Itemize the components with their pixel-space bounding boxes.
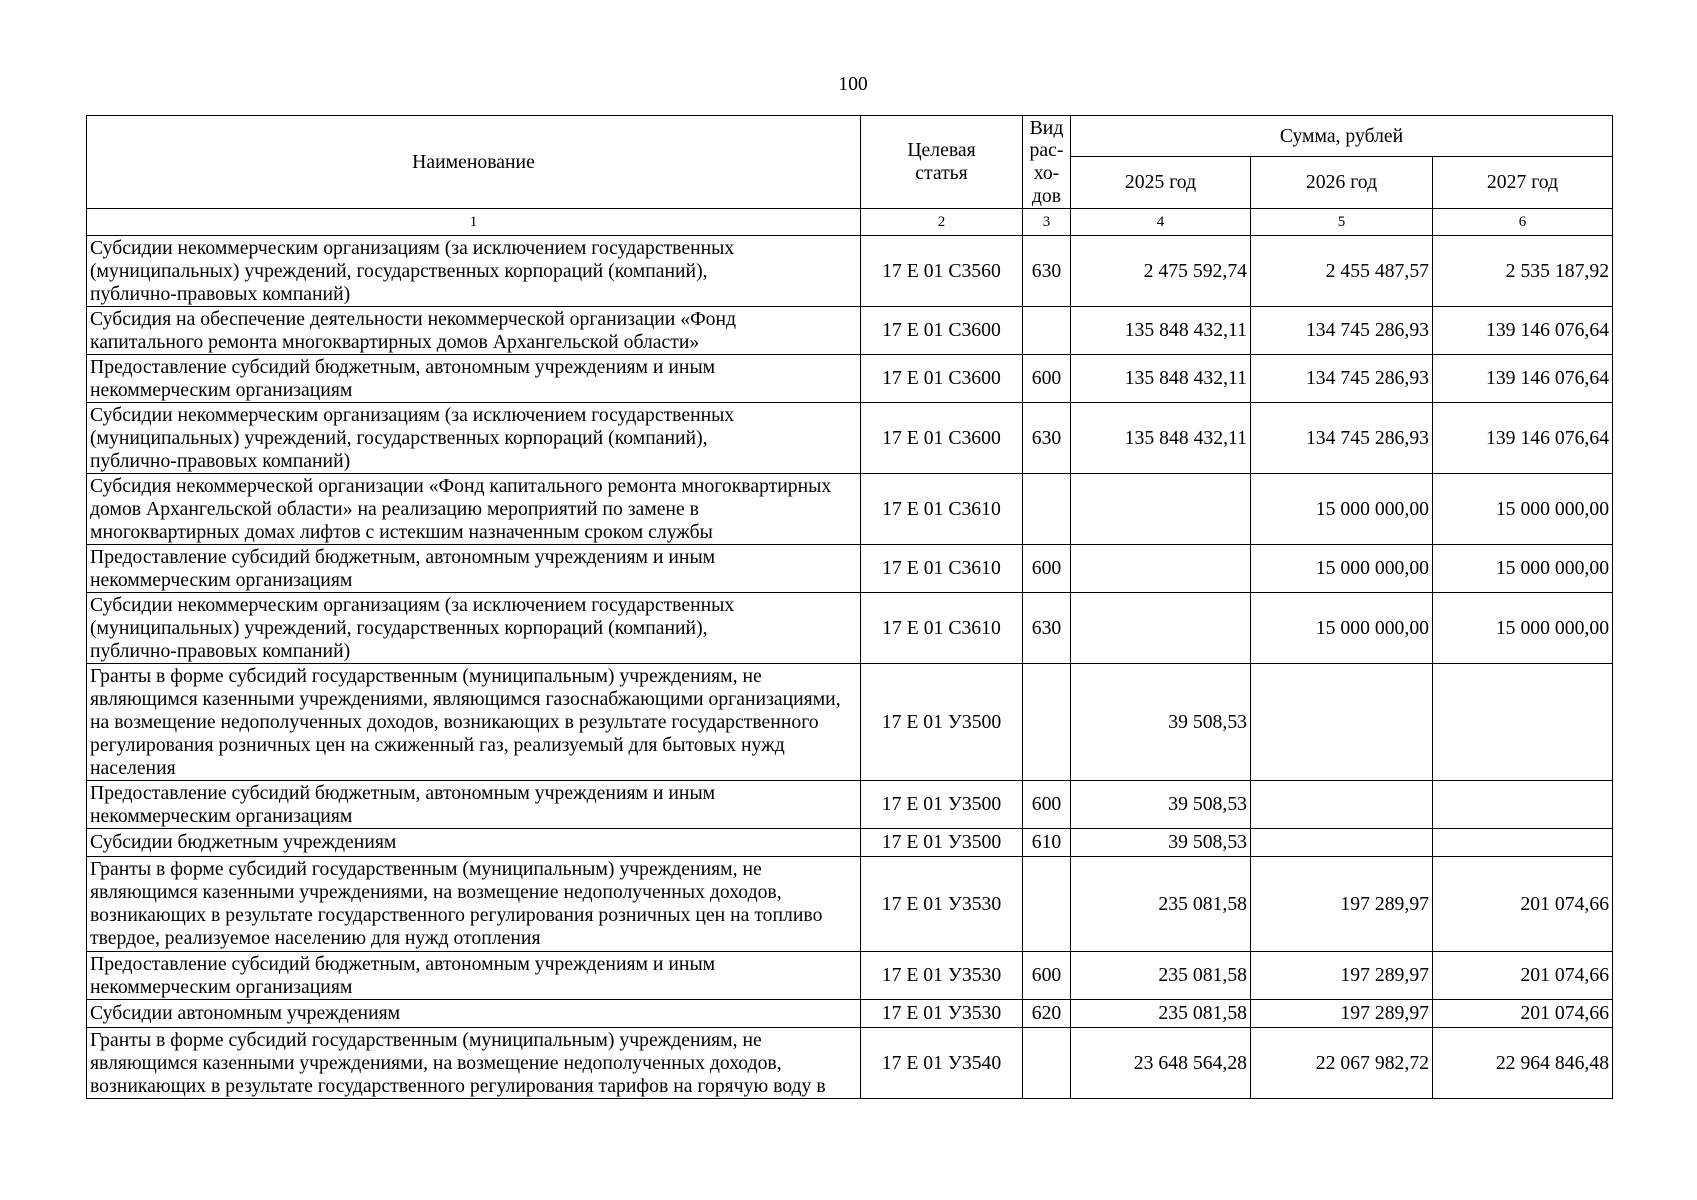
expense-type-code: 610	[1023, 829, 1071, 857]
row-name-line: Предоставление субсидий бюджетным, автономным учреждениям и иным	[90, 545, 716, 568]
header-expense-type-line: рас-	[1029, 139, 1064, 162]
row-name-line: некоммерческим организациям	[90, 568, 353, 591]
header-name: Наименование	[87, 116, 861, 209]
column-number: 3	[1023, 209, 1071, 236]
amount-2027: 22 964 846,48	[1433, 1028, 1613, 1099]
column-number: 4	[1071, 209, 1251, 236]
row-name	[87, 545, 861, 593]
row-name-line: капитального ремонта многоквартирных домов Архангельской области»	[90, 330, 700, 353]
table-row	[87, 545, 1613, 593]
amount-2026	[1251, 781, 1433, 829]
amount-2027: 201 074,66	[1433, 1000, 1613, 1028]
header-expense-type-line: хо-	[1033, 162, 1060, 184]
row-name	[87, 593, 861, 664]
target-article-code: 17 Е 01 С3600	[861, 307, 1023, 355]
target-article-code: 17 Е 01 У3530	[861, 952, 1023, 1000]
row-name-line: Предоставление субсидий бюджетным, автономным учреждениям и иным	[90, 355, 716, 378]
row-name-line: некоммерческим организациям	[90, 804, 353, 827]
amount-2027	[1433, 781, 1613, 829]
amount-2026: 15 000 000,00	[1251, 593, 1433, 664]
header-year-2025: 2025 год	[1071, 157, 1251, 209]
table-row	[87, 1000, 1613, 1028]
amount-2025: 2 475 592,74	[1071, 236, 1251, 307]
row-name-line: (муниципальных) учреждений, государственных корпораций (компаний),	[90, 616, 708, 639]
row-name-line: твердое, реализуемое населению для нужд отопления	[90, 927, 541, 949]
row-name	[87, 781, 861, 829]
expense-type-code: 600	[1023, 781, 1071, 829]
row-name-line: некоммерческим организациям	[90, 975, 353, 998]
row-name-line: Гранты в форме субсидий государственным (муниципальным) учреждениям, не	[90, 664, 762, 687]
amount-2026: 134 745 286,93	[1251, 307, 1433, 355]
row-name-line: являющимся казенными учреждениями, являющимся газоснабжающими организациями,	[90, 687, 841, 710]
amount-2025: 235 081,58	[1071, 857, 1251, 952]
amount-2027: 15 000 000,00	[1433, 593, 1613, 664]
column-number: 6	[1433, 209, 1613, 236]
target-article-code: 17 Е 01 С3560	[861, 236, 1023, 307]
table-row	[87, 307, 1613, 355]
row-name-line: регулирования розничных цен на сжиженный газ, реализуемый для бытовых нужд	[90, 733, 785, 756]
row-name-line: Предоставление субсидий бюджетным, автономным учреждениям и иным	[90, 781, 716, 804]
row-name	[87, 474, 861, 545]
header-row	[87, 116, 1613, 157]
row-name-line: публично-правовых компаний)	[90, 282, 351, 305]
target-article-code: 17 Е 01 У3500	[861, 781, 1023, 829]
header-sum: Сумма, рублей	[1071, 116, 1613, 157]
amount-2026: 22 067 982,72	[1251, 1028, 1433, 1099]
amount-2026: 2 455 487,57	[1251, 236, 1433, 307]
expense-type-code	[1023, 857, 1071, 952]
expense-type-code: 620	[1023, 1000, 1071, 1028]
expense-type-code: 600	[1023, 952, 1071, 1000]
row-name-line: публично-правовых компаний)	[90, 639, 351, 662]
row-name	[87, 403, 861, 474]
table-row	[87, 781, 1613, 829]
row-name-line: населения	[90, 756, 176, 779]
header-expense-type-line: дов	[1031, 184, 1062, 207]
amount-2025: 135 848 432,11	[1071, 355, 1251, 403]
column-number: 1	[87, 209, 861, 236]
table-row	[87, 593, 1613, 664]
row-name	[87, 1028, 861, 1099]
row-name-line: Гранты в форме субсидий государственным (муниципальным) учреждениям, не	[90, 1028, 762, 1051]
budget-table	[86, 115, 1613, 1099]
target-article-code: 17 Е 01 У3530	[861, 857, 1023, 952]
table-row	[87, 236, 1613, 307]
amount-2026: 134 745 286,93	[1251, 403, 1433, 474]
amount-2027: 2 535 187,92	[1433, 236, 1613, 307]
expense-type-code	[1023, 474, 1071, 545]
target-article-code: 17 Е 01 У3540	[861, 1028, 1023, 1099]
amount-2026	[1251, 664, 1433, 781]
row-name-line: многоквартирных домах лифтов с истекшим назначенным сроком службы	[90, 520, 713, 543]
row-name-line: Субсидии автономным учреждениям	[90, 1002, 401, 1024]
table-row	[87, 403, 1613, 474]
row-name-line: (муниципальных) учреждений, государственных корпораций (компаний),	[90, 259, 708, 282]
amount-2025: 23 648 564,28	[1071, 1028, 1251, 1099]
row-name-line: Предоставление субсидий бюджетным, автономным учреждениям и иным	[90, 952, 716, 975]
column-numbers-row	[87, 209, 1613, 236]
row-name-line: Гранты в форме субсидий государственным (муниципальным) учреждениям, не	[90, 858, 762, 880]
target-article-code: 17 Е 01 У3530	[861, 1000, 1023, 1028]
header-target-article	[861, 116, 1023, 209]
row-name-line: являющимся казенными учреждениями, на возмещение недополученных доходов,	[90, 881, 782, 903]
expense-type-code	[1023, 664, 1071, 781]
header-year-2026: 2026 год	[1251, 157, 1433, 209]
amount-2027	[1433, 664, 1613, 781]
row-name-line: Субсидии некоммерческим организациям (за исключением государственных	[90, 593, 735, 616]
header-year-2027: 2027 год	[1433, 157, 1613, 209]
target-article-code: 17 Е 01 У3500	[861, 664, 1023, 781]
column-number: 2	[861, 209, 1023, 236]
expense-type-code	[1023, 1028, 1071, 1099]
row-name	[87, 664, 861, 781]
amount-2026	[1251, 829, 1433, 857]
expense-type-code: 630	[1023, 593, 1071, 664]
amount-2026: 197 289,97	[1251, 952, 1433, 1000]
row-name-line: Субсидия на обеспечение деятельности некоммерческой организации «Фонд	[90, 307, 737, 330]
expense-type-code	[1023, 307, 1071, 355]
row-name-line: публично-правовых компаний)	[90, 449, 351, 472]
expense-type-code: 630	[1023, 236, 1071, 307]
amount-2027: 139 146 076,64	[1433, 355, 1613, 403]
row-name-line: некоммерческим организациям	[90, 378, 353, 401]
amount-2025: 39 508,53	[1071, 664, 1251, 781]
amount-2026: 134 745 286,93	[1251, 355, 1433, 403]
row-name-line: Субсидия некоммерческой организации «Фонд капитального ремонта многоквартирных	[90, 474, 832, 497]
amount-2025: 235 081,58	[1071, 952, 1251, 1000]
amount-2027: 15 000 000,00	[1433, 474, 1613, 545]
row-name	[87, 236, 861, 307]
header-expense-type-line: Вид	[1029, 116, 1064, 139]
row-name-line: возникающих в результате государственного регулирования розничных цен на топливо	[90, 904, 823, 926]
row-name-line: возникающих в результате государственного регулирования тарифов на горячую воду в	[90, 1074, 826, 1097]
amount-2027: 139 146 076,64	[1433, 403, 1613, 474]
amount-2025: 235 081,58	[1071, 1000, 1251, 1028]
target-article-code: 17 Е 01 С3600	[861, 403, 1023, 474]
amount-2026: 197 289,97	[1251, 1000, 1433, 1028]
row-name-line: Субсидии некоммерческим организациям (за исключением государственных	[90, 236, 735, 259]
row-name	[87, 952, 861, 1000]
amount-2026: 15 000 000,00	[1251, 474, 1433, 545]
target-article-code: 17 Е 01 С3600	[861, 355, 1023, 403]
header-target-article-line: статья	[915, 162, 968, 184]
row-name-line: Субсидии бюджетным учреждениям	[90, 831, 397, 853]
row-name-line: Субсидии некоммерческим организациям (за исключением государственных	[90, 403, 735, 426]
amount-2027	[1433, 829, 1613, 857]
row-name-line: домов Архангельской области» на реализацию мероприятий по замене в	[90, 497, 699, 520]
table-row	[87, 664, 1613, 781]
row-name	[87, 857, 861, 952]
header-target-article-line: Целевая	[907, 139, 976, 161]
expense-type-code: 600	[1023, 355, 1071, 403]
amount-2025: 135 848 432,11	[1071, 307, 1251, 355]
amount-2025	[1071, 474, 1251, 545]
amount-2027: 139 146 076,64	[1433, 307, 1613, 355]
expense-type-code: 630	[1023, 403, 1071, 474]
row-name-line: являющимся казенными учреждениями, на возмещение недополученных доходов,	[90, 1051, 782, 1074]
amount-2027: 201 074,66	[1433, 857, 1613, 952]
amount-2026: 197 289,97	[1251, 857, 1433, 952]
target-article-code: 17 Е 01 С3610	[861, 593, 1023, 664]
amount-2027: 15 000 000,00	[1433, 545, 1613, 593]
table-row	[87, 952, 1613, 1000]
table-row	[87, 474, 1613, 545]
table-row	[87, 355, 1613, 403]
amount-2027: 201 074,66	[1433, 952, 1613, 1000]
row-name-line: (муниципальных) учреждений, государственных корпораций (компаний),	[90, 426, 708, 449]
row-name-line: на возмещение недополученных доходов, возникающих в результате государственного	[90, 710, 819, 733]
amount-2025: 135 848 432,11	[1071, 403, 1251, 474]
amount-2025: 39 508,53	[1071, 829, 1251, 857]
expense-type-code: 600	[1023, 545, 1071, 593]
row-name	[87, 829, 861, 857]
header-expense-type	[1023, 116, 1071, 209]
target-article-code: 17 Е 01 С3610	[861, 545, 1023, 593]
column-number: 5	[1251, 209, 1433, 236]
amount-2025	[1071, 593, 1251, 664]
table-row	[87, 829, 1613, 857]
target-article-code: 17 Е 01 С3610	[861, 474, 1023, 545]
table-row	[87, 857, 1613, 952]
amount-2026: 15 000 000,00	[1251, 545, 1433, 593]
table-row	[87, 1028, 1613, 1099]
row-name	[87, 307, 861, 355]
page-number: 100	[838, 73, 868, 95]
amount-2025	[1071, 545, 1251, 593]
amount-2025: 39 508,53	[1071, 781, 1251, 829]
row-name	[87, 355, 861, 403]
target-article-code: 17 Е 01 У3500	[861, 829, 1023, 857]
row-name	[87, 1000, 861, 1028]
